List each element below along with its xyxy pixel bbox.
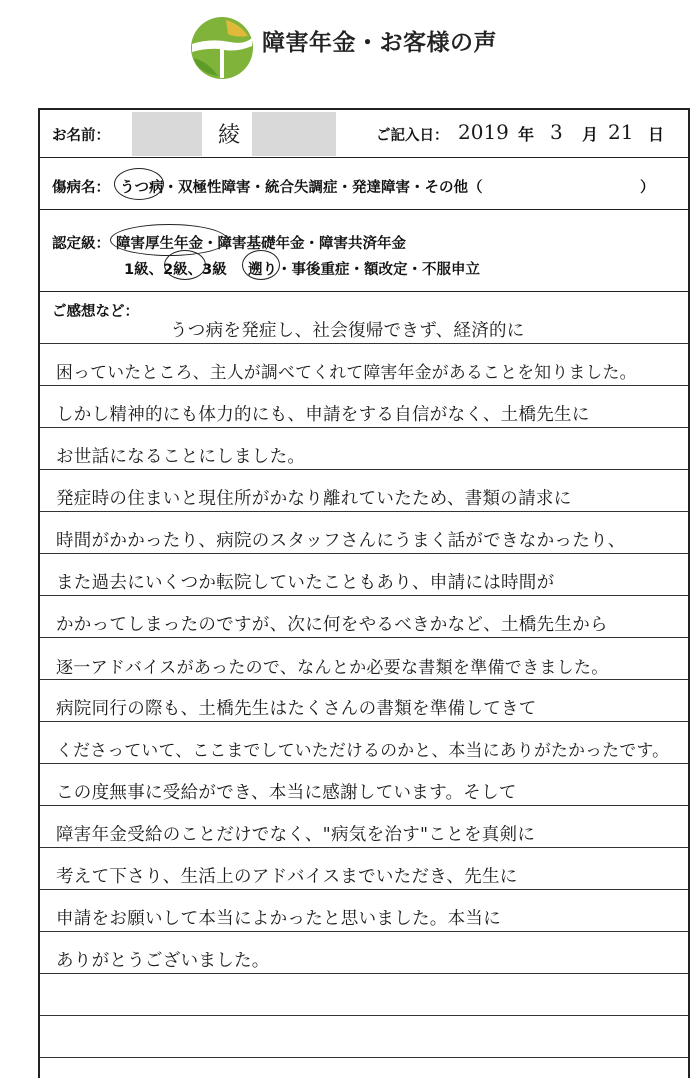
impression-line: 困っていたところ、主人が調べてくれて障害年金があることを知りました。 (56, 362, 637, 382)
name-value: 綾 (218, 123, 241, 148)
grade-options: 1級、2級、3級 (124, 262, 227, 278)
ruled-line (40, 637, 688, 638)
date-day-unit: 日 (648, 125, 665, 144)
circle-mark-retro (242, 250, 280, 280)
name-label: お名前： (52, 128, 110, 144)
impression-line: 障害年金受給のことだけでなく、"病気を治す"ことを真剣に (56, 825, 536, 845)
disease-close-paren: ） (640, 180, 655, 196)
ruled-line (40, 385, 688, 386)
ruled-line (40, 1057, 688, 1058)
date-year: 2019 (458, 120, 509, 144)
ruled-line (40, 553, 688, 554)
pension-options: 障害厚生年金・障害基礎年金・障害共済年金 (116, 236, 406, 252)
impression-line: お世話になることにしました。 (56, 447, 306, 467)
ruled-line (40, 469, 688, 470)
ruled-line (40, 721, 688, 722)
impression-line: かかってしまったのですが、次に何をやるべきかなど、土橋先生から (56, 615, 608, 635)
impression-line: うつ病を発症し、社会復帰できず、経済的に (170, 321, 525, 341)
date-month-unit: 月 (582, 125, 599, 144)
impression-line: 考えて下さり、生活上のアドバイスまでいただき、先生に (56, 867, 518, 887)
leaf-circle-logo (190, 16, 254, 80)
impression-line: 逐一アドバイスがあったので、なんとか必要な書類を準備できました。 (56, 658, 609, 678)
disease-row (40, 158, 688, 210)
ruled-line (40, 679, 688, 680)
circle-mark-grade2 (164, 250, 206, 280)
page-header (0, 0, 697, 100)
impression-line: この度無事に受給ができ、本当に感謝しています。そして (56, 783, 517, 803)
grade-label: 認定級： (52, 236, 110, 252)
circle-mark-kousei (110, 224, 228, 256)
testimonial-form (38, 108, 690, 1078)
ruled-line (40, 889, 688, 890)
impression-line: しかし精神的にも体力的にも、申請をする自信がなく、土橋先生に (56, 405, 590, 425)
disease-label: 傷病名： (52, 180, 110, 196)
name-redaction (132, 112, 202, 156)
date-day: 21 (608, 120, 634, 144)
date-month: 3 (550, 120, 563, 144)
ruled-line (40, 847, 688, 848)
ruled-line (40, 427, 688, 428)
disease-options: うつ病・双極性障害・統合失調症・発達障害・その他（ (120, 180, 483, 196)
name-redaction-2 (252, 112, 336, 156)
date-label: ご記入日： (376, 128, 449, 144)
circle-mark-depression (114, 168, 164, 200)
impression-line: ありがとうございました。 (56, 951, 270, 971)
date-year-unit: 年 (518, 125, 535, 144)
ruled-line (40, 1015, 688, 1016)
ruled-line (40, 763, 688, 764)
name-date-row (40, 110, 688, 158)
claim-options: 遡り・事後重症・額改定・不服申立 (248, 262, 480, 278)
ruled-line (40, 595, 688, 596)
page-title: 障害年金・お客様の声 (262, 30, 497, 56)
ruled-line (40, 973, 688, 974)
impression-line: 病院同行の際も、土橋先生はたくさんの書類を準備してきて (56, 699, 537, 719)
ruled-line (40, 343, 688, 344)
ruled-line (40, 805, 688, 806)
ruled-line (40, 931, 688, 932)
grade-row (40, 210, 688, 292)
impression-line: また過去にいくつか転院していたこともあり、申請には時間が (56, 573, 555, 593)
impression-line: 時間がかかったり、病院のスタッフさんにうまく話ができなかったり、 (56, 531, 626, 551)
impression-line: くださっていて、ここまでしていただけるのかと、本当にありがたかったです。 (56, 740, 670, 760)
impression-line: 発症時の住まいと現住所がかなり離れていたため、書類の請求に (56, 489, 572, 509)
impression-line: 申請をお願いして本当によかったと思いました。本当に (56, 909, 501, 929)
impressions-label: ご感想など： (52, 304, 139, 320)
ruled-line (40, 511, 688, 512)
